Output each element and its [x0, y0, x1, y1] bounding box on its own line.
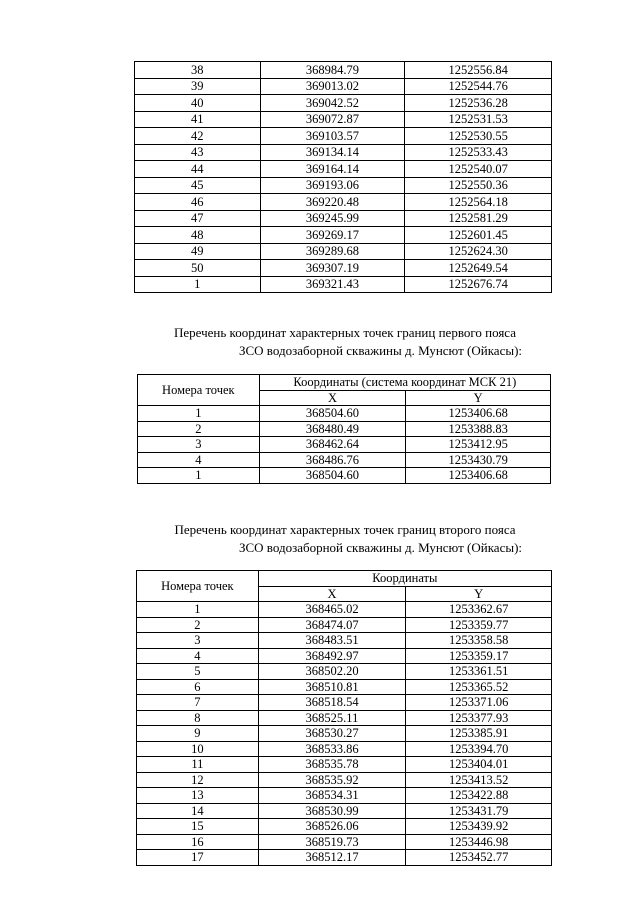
- table-row: [135, 62, 552, 79]
- x-coordinate-cell: 368480.49: [259, 421, 406, 437]
- x-coordinate-cell: 369245.99: [260, 210, 405, 227]
- y-coordinate-cell: 1253446.98: [406, 834, 552, 850]
- point-number-cell: 10: [137, 741, 259, 757]
- y-coordinate-cell: 1253362.67: [406, 602, 552, 618]
- point-number-cell: 5: [137, 664, 259, 680]
- table-row: [135, 111, 552, 128]
- point-number-cell: 43: [135, 144, 261, 161]
- table-row: [137, 741, 552, 757]
- x-coordinate-cell: 368474.07: [258, 617, 406, 633]
- y-coordinate-cell: 1253388.83: [406, 421, 551, 437]
- point-number-cell: 11: [137, 757, 259, 773]
- y-coordinate-cell: 1252536.28: [405, 95, 552, 112]
- x-coordinate-cell: 369220.48: [260, 194, 405, 211]
- coordinates-table-continued: [134, 61, 552, 293]
- point-number-cell: 4: [138, 452, 260, 468]
- header-coordinates: Координаты (система координат МСК 21): [259, 375, 550, 391]
- y-coordinate-cell: 1253361.51: [406, 664, 552, 680]
- x-coordinate-cell: 368510.81: [258, 679, 406, 695]
- point-number-cell: 17: [137, 850, 259, 866]
- table-row: [138, 452, 551, 468]
- point-number-cell: 12: [137, 772, 259, 788]
- header-points: Номера точек: [138, 375, 260, 406]
- section2-title: [0, 324, 640, 360]
- point-number-cell: 15: [137, 819, 259, 835]
- table-row: [137, 664, 552, 680]
- point-number-cell: 48: [135, 227, 261, 244]
- point-number-cell: 1: [135, 276, 261, 293]
- point-number-cell: 13: [137, 788, 259, 804]
- table-row: [137, 819, 552, 835]
- table-row: [135, 78, 552, 95]
- table-row: [137, 679, 552, 695]
- point-number-cell: 42: [135, 128, 261, 145]
- x-coordinate-cell: 368465.02: [258, 602, 406, 618]
- point-number-cell: 16: [137, 834, 259, 850]
- y-coordinate-cell: 1253404.01: [406, 757, 552, 773]
- table-row: [137, 757, 552, 773]
- point-number-cell: 41: [135, 111, 261, 128]
- point-number-cell: 39: [135, 78, 261, 95]
- table-row: [135, 128, 552, 145]
- header-points: Номера точек: [137, 571, 259, 602]
- y-coordinate-cell: 1253406.68: [406, 406, 551, 422]
- header-y: Y: [406, 390, 551, 406]
- table-row: [137, 602, 552, 618]
- x-coordinate-cell: 368483.51: [258, 633, 406, 649]
- first-zone-coordinates-table: [137, 374, 551, 484]
- table-row: [135, 243, 552, 260]
- point-number-cell: 40: [135, 95, 261, 112]
- section3-title: [0, 521, 640, 557]
- table-row: [137, 834, 552, 850]
- section3-title-line2: ЗСО водозаборной скважины д. Мунсют (Ойкасы):: [238, 540, 523, 555]
- table-row: [135, 177, 552, 194]
- x-coordinate-cell: 369103.57: [260, 128, 405, 145]
- y-coordinate-cell: 1252676.74: [405, 276, 552, 293]
- y-coordinate-cell: 1253377.93: [406, 710, 552, 726]
- x-coordinate-cell: 369013.02: [260, 78, 405, 95]
- point-number-cell: 1: [138, 406, 260, 422]
- y-coordinate-cell: 1253452.77: [406, 850, 552, 866]
- table-row: [137, 788, 552, 804]
- point-number-cell: 7: [137, 695, 259, 711]
- y-coordinate-cell: 1252624.30: [405, 243, 552, 260]
- x-coordinate-cell: 368462.64: [259, 437, 406, 453]
- table-row: [138, 437, 551, 453]
- y-coordinate-cell: 1252564.18: [405, 194, 552, 211]
- point-number-cell: 9: [137, 726, 259, 742]
- x-coordinate-cell: 368504.60: [259, 468, 406, 484]
- x-coordinate-cell: 368525.11: [258, 710, 406, 726]
- table-row: [135, 276, 552, 293]
- x-coordinate-cell: 368518.54: [258, 695, 406, 711]
- table-row: [138, 421, 551, 437]
- point-number-cell: 3: [137, 633, 259, 649]
- x-coordinate-cell: 368519.73: [258, 834, 406, 850]
- y-coordinate-cell: 1253412.95: [406, 437, 551, 453]
- x-coordinate-cell: 369042.52: [260, 95, 405, 112]
- point-number-cell: 49: [135, 243, 261, 260]
- table-row: [138, 406, 551, 422]
- x-coordinate-cell: 368533.86: [258, 741, 406, 757]
- x-coordinate-cell: 368530.27: [258, 726, 406, 742]
- x-coordinate-cell: 368535.92: [258, 772, 406, 788]
- y-coordinate-cell: 1252533.43: [405, 144, 552, 161]
- y-coordinate-cell: 1252540.07: [405, 161, 552, 178]
- y-coordinate-cell: 1253359.17: [406, 648, 552, 664]
- table-row: [135, 227, 552, 244]
- x-coordinate-cell: 368535.78: [258, 757, 406, 773]
- x-coordinate-cell: 368512.17: [258, 850, 406, 866]
- x-coordinate-cell: 369307.19: [260, 260, 405, 277]
- x-coordinate-cell: 368504.60: [259, 406, 406, 422]
- y-coordinate-cell: 1252550.36: [405, 177, 552, 194]
- point-number-cell: 2: [137, 617, 259, 633]
- table3-body: [137, 602, 552, 866]
- x-coordinate-cell: 368534.31: [258, 788, 406, 804]
- y-coordinate-cell: 1252649.54: [405, 260, 552, 277]
- y-coordinate-cell: 1253358.58: [406, 633, 552, 649]
- y-coordinate-cell: 1252531.53: [405, 111, 552, 128]
- y-coordinate-cell: 1253371.06: [406, 695, 552, 711]
- x-coordinate-cell: 368530.99: [258, 803, 406, 819]
- table-row: [137, 648, 552, 664]
- y-coordinate-cell: 1253406.68: [406, 468, 551, 484]
- section3-title-line1: Перечень координат характерных точек границ второго пояса: [174, 522, 516, 537]
- point-number-cell: 44: [135, 161, 261, 178]
- header-x: X: [259, 390, 406, 406]
- x-coordinate-cell: 368486.76: [259, 452, 406, 468]
- x-coordinate-cell: 369072.87: [260, 111, 405, 128]
- point-number-cell: 8: [137, 710, 259, 726]
- y-coordinate-cell: 1253422.88: [406, 788, 552, 804]
- point-number-cell: 38: [135, 62, 261, 79]
- x-coordinate-cell: 369289.68: [260, 243, 405, 260]
- point-number-cell: 4: [137, 648, 259, 664]
- y-coordinate-cell: 1253431.79: [406, 803, 552, 819]
- table-row: [137, 803, 552, 819]
- x-coordinate-cell: 368492.97: [258, 648, 406, 664]
- y-coordinate-cell: 1253385.91: [406, 726, 552, 742]
- table-row: [135, 161, 552, 178]
- x-coordinate-cell: 369164.14: [260, 161, 405, 178]
- y-coordinate-cell: 1252544.76: [405, 78, 552, 95]
- y-coordinate-cell: 1253439.92: [406, 819, 552, 835]
- point-number-cell: 46: [135, 194, 261, 211]
- table-row: [137, 772, 552, 788]
- header-x: X: [258, 586, 406, 602]
- section2-title-line1: Перечень координат характерных точек границ первого пояса: [173, 325, 517, 340]
- header-y: Y: [406, 586, 552, 602]
- y-coordinate-cell: 1252556.84: [405, 62, 552, 79]
- point-number-cell: 1: [138, 468, 260, 484]
- y-coordinate-cell: 1252530.55: [405, 128, 552, 145]
- x-coordinate-cell: 369269.17: [260, 227, 405, 244]
- y-coordinate-cell: 1252601.45: [405, 227, 552, 244]
- point-number-cell: 45: [135, 177, 261, 194]
- y-coordinate-cell: 1253359.77: [406, 617, 552, 633]
- point-number-cell: 50: [135, 260, 261, 277]
- table-row: [137, 617, 552, 633]
- point-number-cell: 3: [138, 437, 260, 453]
- y-coordinate-cell: 1253394.70: [406, 741, 552, 757]
- table-row: [135, 260, 552, 277]
- table-row: [135, 95, 552, 112]
- point-number-cell: 6: [137, 679, 259, 695]
- table1-body: [135, 62, 552, 293]
- table-row: [137, 850, 552, 866]
- point-number-cell: 14: [137, 803, 259, 819]
- table-row: [137, 695, 552, 711]
- x-coordinate-cell: 368984.79: [260, 62, 405, 79]
- x-coordinate-cell: 369321.43: [260, 276, 405, 293]
- section2-title-line2: ЗСО водозаборной скважины д. Мунсют (Ойкасы):: [238, 343, 523, 358]
- table-row: [137, 710, 552, 726]
- table-row: [137, 726, 552, 742]
- point-number-cell: 2: [138, 421, 260, 437]
- x-coordinate-cell: 368502.20: [258, 664, 406, 680]
- table-row: [138, 468, 551, 484]
- y-coordinate-cell: 1253430.79: [406, 452, 551, 468]
- y-coordinate-cell: 1253365.52: [406, 679, 552, 695]
- table-row: [135, 194, 552, 211]
- point-number-cell: 1: [137, 602, 259, 618]
- table-row: [135, 144, 552, 161]
- y-coordinate-cell: 1253413.52: [406, 772, 552, 788]
- header-coordinates: Координаты: [258, 571, 551, 587]
- second-zone-coordinates-table: [136, 570, 552, 866]
- point-number-cell: 47: [135, 210, 261, 227]
- x-coordinate-cell: 368526.06: [258, 819, 406, 835]
- x-coordinate-cell: 369193.06: [260, 177, 405, 194]
- y-coordinate-cell: 1252581.29: [405, 210, 552, 227]
- table-row: [137, 633, 552, 649]
- table2-body: [138, 406, 551, 484]
- x-coordinate-cell: 369134.14: [260, 144, 405, 161]
- table-row: [135, 210, 552, 227]
